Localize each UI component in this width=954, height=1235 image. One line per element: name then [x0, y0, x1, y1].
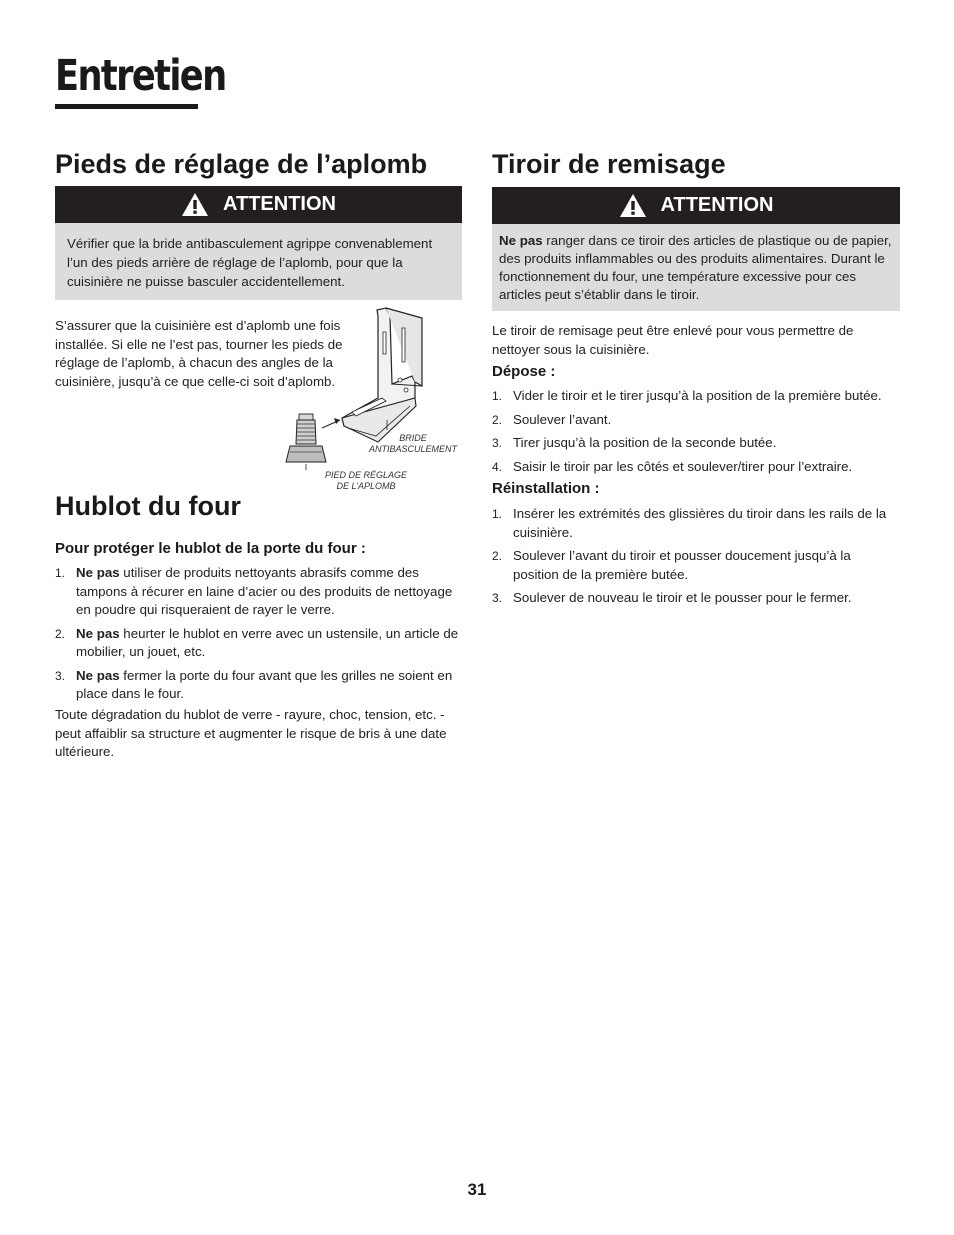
list-item-emphasis: Ne pas [76, 625, 120, 641]
attention-body: ranger dans ce tiroir des articles de plastique ou de papier, des produits inflammables ou des produits alimentaires. Durant le fonctionnement du four, une température excessive pour ces articles peut s’établir dans le tiroir. [499, 233, 892, 302]
list-item-number: 2. [55, 626, 66, 641]
list-item-number: 3. [492, 591, 503, 605]
list-item [55, 667, 463, 704]
list-item-text: fermer la porte du four avant que les grilles ne soient en place dans le four. [76, 667, 453, 701]
list-item-text: utiliser de produits nettoyants abrasifs comme des tampons à récurer en laine d’acier ou des produits de nettoyage en poudre qui risqueraient de rayer le verre. [76, 565, 453, 617]
attention-header [492, 187, 900, 224]
attention-header [55, 186, 462, 223]
list-item-number: 1. [55, 566, 66, 580]
list-item-number: 2. [492, 549, 503, 563]
list-item-text: Soulever de nouveau le tiroir et le pousser pour le fermer. [513, 590, 852, 605]
list-item-text: Soulever l’avant du tiroir et pousser doucement jusqu’à la position de la première butée. [513, 548, 851, 582]
window-subheading: Pour protéger le hublot de la porte du four : [55, 540, 366, 557]
list-item [492, 387, 900, 406]
attention-emphasis: Ne pas [499, 233, 543, 248]
list-item-text: Insérer les extrémités des glissières du tiroir dans les rails de la cuisinière. [513, 506, 887, 540]
drawer-attention-box [492, 187, 900, 311]
leveling-body: S’assurer que la cuisinière est d’aplomb une fois installée. Si elle ne l’est pas, tourner les pieds de réglage de l’aplomb, à chacun des angles de la cuisinière, jusqu’à ce que celle-ci soit d’aplomb. [55, 318, 343, 389]
window-heading: Hublot du four [55, 491, 241, 521]
attention-text [492, 224, 900, 311]
list-item-text: Tirer jusqu’à la position de la seconde butée. [513, 435, 777, 450]
list-item-number: 1. [492, 389, 503, 403]
figure-label-foot-line1: PIED DE RÉGLAGE [324, 470, 408, 480]
reinstall-heading: Réinstallation : [492, 480, 600, 497]
reinstall-steps [492, 505, 900, 608]
list-item-text: Saisir le tiroir par les côtés et soulever/tirer pour l’extraire. [513, 458, 853, 474]
window-footer-text: Toute dégradation du hublot de verre - rayure, choc, tension, etc. - peut affaiblir sa structure et augmenter le risque de bris à une date ultérieure. [55, 707, 447, 759]
warning-icon [619, 193, 647, 218]
list-item-text: Vider le tiroir et le tirer jusqu’à la position de la première butée. [513, 388, 882, 403]
removal-heading: Dépose : [492, 363, 556, 380]
anti-tip-bracket-figure [282, 302, 462, 494]
figure-label-foot-line2: DE L’APLOMB [336, 481, 396, 491]
warning-icon [181, 192, 209, 217]
figure-label-bracket [360, 433, 466, 455]
list-item-number: 4. [492, 459, 503, 474]
list-item-number: 1. [492, 507, 503, 521]
drawer-intro: Le tiroir de remisage peut être enlevé pour vous permettre de nettoyer sous la cuisinière. [492, 323, 854, 357]
list-item-emphasis: Ne pas [76, 667, 120, 683]
list-item-number: 3. [55, 668, 66, 683]
list-item [492, 505, 900, 542]
list-item [55, 625, 463, 662]
list-item [492, 458, 900, 477]
list-item [492, 547, 900, 584]
drawer-heading: Tiroir de remisage [492, 149, 726, 179]
list-item-text: heurter le hublot en verre avec un ustensile, un article de mobilier, un jouet, etc. [76, 625, 459, 659]
figure-label-foot [316, 470, 416, 492]
page-title: Entretien [55, 51, 226, 101]
list-item-number: 3. [492, 436, 503, 450]
page-number: 31 [467, 1180, 487, 1199]
list-item [55, 564, 463, 620]
list-item-text: Soulever l’avant. [513, 411, 612, 427]
removal-steps [492, 387, 900, 476]
attention-label: ATTENTION [223, 193, 336, 215]
figure-label-bracket-line1: BRIDE [399, 433, 427, 443]
title-underline [55, 104, 198, 109]
leveling-heading: Pieds de réglage de l’aplomb [55, 149, 428, 179]
leveling-attention-box [55, 186, 462, 300]
list-item [492, 434, 900, 453]
list-item [492, 411, 900, 430]
attention-text: Vérifier que la bride antibasculement agrippe convenablement l’un des pieds arrière de réglage de l’aplomb, pour que la cuisinière ne puisse basculer accidentellement. [55, 223, 462, 300]
list-item [492, 589, 900, 608]
window-list [55, 564, 463, 704]
list-item-number: 2. [492, 412, 503, 427]
figure-label-bracket-line2: ANTIBASCULEMENT [368, 444, 457, 454]
attention-label: ATTENTION [660, 194, 774, 216]
list-item-emphasis: Ne pas [76, 565, 120, 580]
